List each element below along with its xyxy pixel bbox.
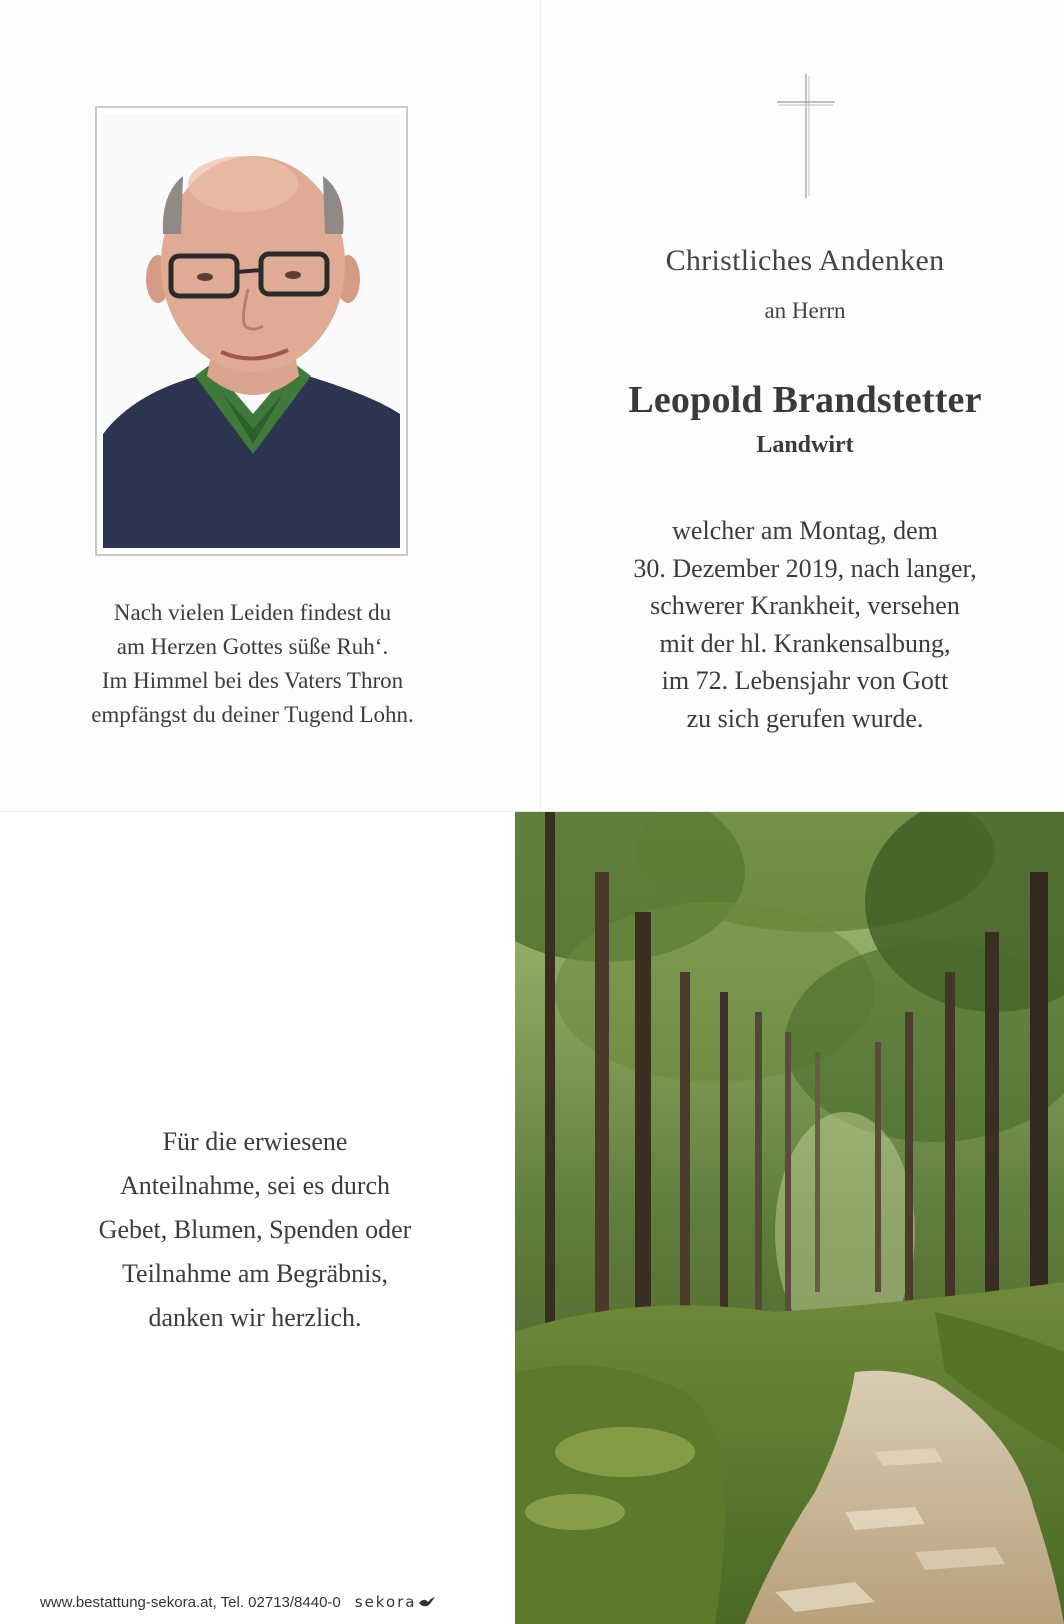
statement-line: im 72. Lebensjahr von Gott	[661, 666, 949, 695]
fold-line-vertical	[540, 0, 541, 812]
statement-line: mit der hl. Krankensalbung,	[659, 628, 951, 658]
footer	[40, 1590, 436, 1614]
thanks-line: Gebet, Blumen, Spenden oder	[98, 1215, 412, 1244]
portrait-photo	[103, 114, 400, 548]
thanks-line: Anteilnahme, sei es durch	[119, 1171, 391, 1200]
statement-line: zu sich gerufen wurde.	[686, 703, 924, 733]
company-logo	[355, 1593, 437, 1611]
deceased-name: Leopold Brandstetter	[628, 379, 982, 421]
poem	[50, 596, 455, 732]
forest-photo	[515, 812, 1064, 1624]
portrait-illustration	[103, 114, 400, 548]
card-heading: Christliches Andenken	[665, 244, 945, 277]
deceased-occupation: Landwirt	[756, 432, 854, 458]
thanks-message	[40, 1120, 470, 1340]
thanks-line: Für die erwiesene	[162, 1127, 348, 1156]
poem-line: empfängst du deiner Tugend Lohn.	[91, 702, 414, 727]
poem-line: Nach vielen Leiden findest du	[113, 600, 392, 625]
thanks-line: Teilnahme am Begräbnis,	[121, 1259, 389, 1288]
poem-line: Im Himmel bei des Vaters Thron	[101, 668, 404, 693]
statement-line: welcher am Montag, dem	[672, 516, 938, 545]
portrait-frame	[95, 106, 408, 556]
logo-text: sekora	[354, 1593, 417, 1611]
death-statement	[560, 512, 1050, 737]
footer-contact: www.bestattung-sekora.at, Tel. 02713/8440-0	[40, 1593, 341, 1611]
statement-line: schwerer Krankheit, versehen	[650, 591, 960, 620]
card-subheading: an Herrn	[764, 298, 846, 323]
thanks-line: danken wir herzlich.	[148, 1303, 362, 1332]
forest-illustration	[515, 812, 1064, 1624]
statement-line: 30. Dezember 2019, nach langer,	[633, 553, 977, 583]
cross-icon	[774, 72, 838, 200]
bird-icon	[418, 1595, 436, 1609]
poem-line: am Herzen Gottes süße Ruh‘.	[116, 634, 389, 659]
